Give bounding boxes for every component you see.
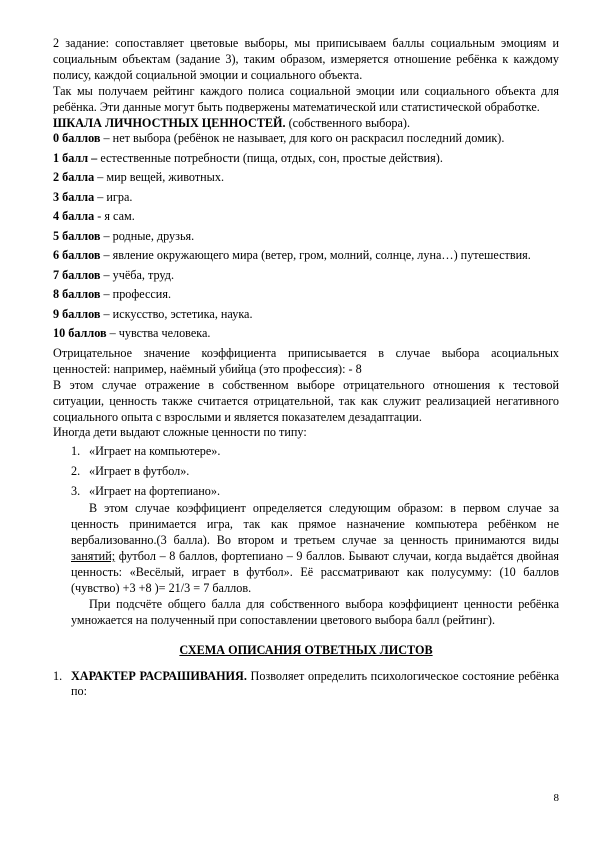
- scale-item-label: 1 балл –: [53, 150, 98, 165]
- scale-item-label: 7 баллов: [53, 267, 101, 282]
- scale-item: [53, 229, 559, 245]
- scale-item-text: естественные потребности (пища, отдых, сон, простые действия).: [97, 150, 443, 165]
- scale-item-label: 9 баллов: [53, 306, 101, 321]
- scale-item: [53, 131, 559, 147]
- paragraph-reflection: В этом случае отражение в собственном выборе отрицательного отношения к тестовой ситуации, ценность также считается отрицательной, так как служит реализацией негативного социального опыта с взрослыми и является показателем дезадаптации.: [53, 377, 559, 424]
- paragraph-task2: 2 задание: сопоставляет цветовые выборы, мы приписываем баллы социальным эмоциям и социальным объектам (задание 3), таким образом, измеряется отношение ребёнка к каждому полису, каждой социальной эмоции и социального объекта.: [53, 36, 559, 82]
- scale-item-text: – профессия.: [100, 287, 171, 302]
- scale-item-label: 2 балла: [53, 170, 95, 185]
- paragraph-negative: Отрицательное значение коэффициента приписывается в случае выбора асоциальных ценностей: например, наёмный убийца (это профессия): - 8: [53, 345, 559, 376]
- paragraph-coefficient: В этом случае коэффициент определяется следующим образом: в первом случае за ценность принимается игра, так как прямое назначение компьютера ребёнком не вербализованно.(3 балла). Во втором и третьем случае за ценность принимаются виды занятий; футбол – 8 баллов, фортепиано – 9 баллов. Бывают случаи, когда выдаётся двойная ценность: «Весёлый, играет в футбол». Её рассматривают как полусумму: (10 баллов (чувство) +3 +8 )= 21/3 = 7 баллов.: [71, 501, 559, 595]
- scale-item-text: - я сам.: [94, 209, 135, 224]
- paragraph-total: При подсчёте общего балла для собственного выбора коэффициент ценности ребёнка умножается на полученный при сопоставлении цветового выбора балл (рейтинг).: [71, 596, 559, 627]
- scale-list: [53, 131, 559, 342]
- scale-item-label: 3 балла: [53, 189, 95, 204]
- scale-item-text: – чувства человека.: [106, 326, 211, 341]
- page-number: 8: [553, 792, 559, 804]
- schema-item-1: 1. ХАРАКТЕР РАСРАШИВАНИЯ. Позволяет определить психологическое состояние ребёнка по:: [53, 668, 559, 699]
- examples-list: [53, 441, 559, 501]
- scale-item-text: – игра.: [94, 189, 133, 204]
- list-item: 3. «Играет на фортепиано».: [71, 484, 221, 499]
- scale-item: [53, 287, 559, 303]
- scale-title: ШКАЛА ЛИЧНОСТНЫХ ЦЕННОСТЕЙ.: [53, 115, 286, 130]
- scale-item-label: 0 баллов: [53, 131, 101, 146]
- scale-item-text: – родные, друзья.: [100, 228, 195, 243]
- scale-item: [53, 209, 559, 225]
- scale-item-text: – учёба, труд.: [100, 267, 174, 282]
- scale-item: [53, 307, 559, 323]
- paragraph-complex: Иногда дети выдают сложные ценности по типу:: [53, 425, 307, 440]
- scale-item-label: 8 баллов: [53, 287, 101, 302]
- scale-note: (собственного выбора).: [285, 115, 411, 130]
- list-item: 2. «Играет в футбол».: [71, 464, 190, 479]
- scale-item-text: – мир вещей, животных.: [94, 170, 225, 185]
- scale-item-label: 5 баллов: [53, 228, 101, 243]
- scale-item: [53, 248, 559, 264]
- scale-heading: [53, 116, 559, 132]
- scale-item: [53, 326, 559, 342]
- schema-title: СХЕМА ОПИСАНИЯ ОТВЕТНЫХ ЛИСТОВ: [179, 642, 433, 657]
- paragraph-rating: Так мы получаем рейтинг каждого полиса социальной эмоции или социального объекта для ребёнка. Эти данные могут быть подвержены математической или статистической обработке.: [53, 83, 559, 114]
- scale-item-label: 10 баллов: [53, 326, 107, 341]
- scale-item-text: – явление окружающего мира (ветер, гром, молний, солнце, луна…) путешествия.: [100, 248, 531, 263]
- scale-item-label: 4 балла: [53, 209, 95, 224]
- scale-item: [53, 268, 559, 284]
- scale-item: [53, 190, 559, 206]
- scale-item-text: – искусство, эстетика, наука.: [100, 306, 253, 321]
- scale-item: [53, 151, 559, 167]
- scale-item-label: 6 баллов: [53, 248, 101, 263]
- scale-item: [53, 170, 559, 186]
- scale-item-text: – нет выбора (ребёнок не называет, для кого он раскрасил последний домик).: [100, 131, 505, 146]
- list-item: 1. «Играет на компьютере».: [71, 444, 221, 459]
- page-content: [53, 36, 559, 700]
